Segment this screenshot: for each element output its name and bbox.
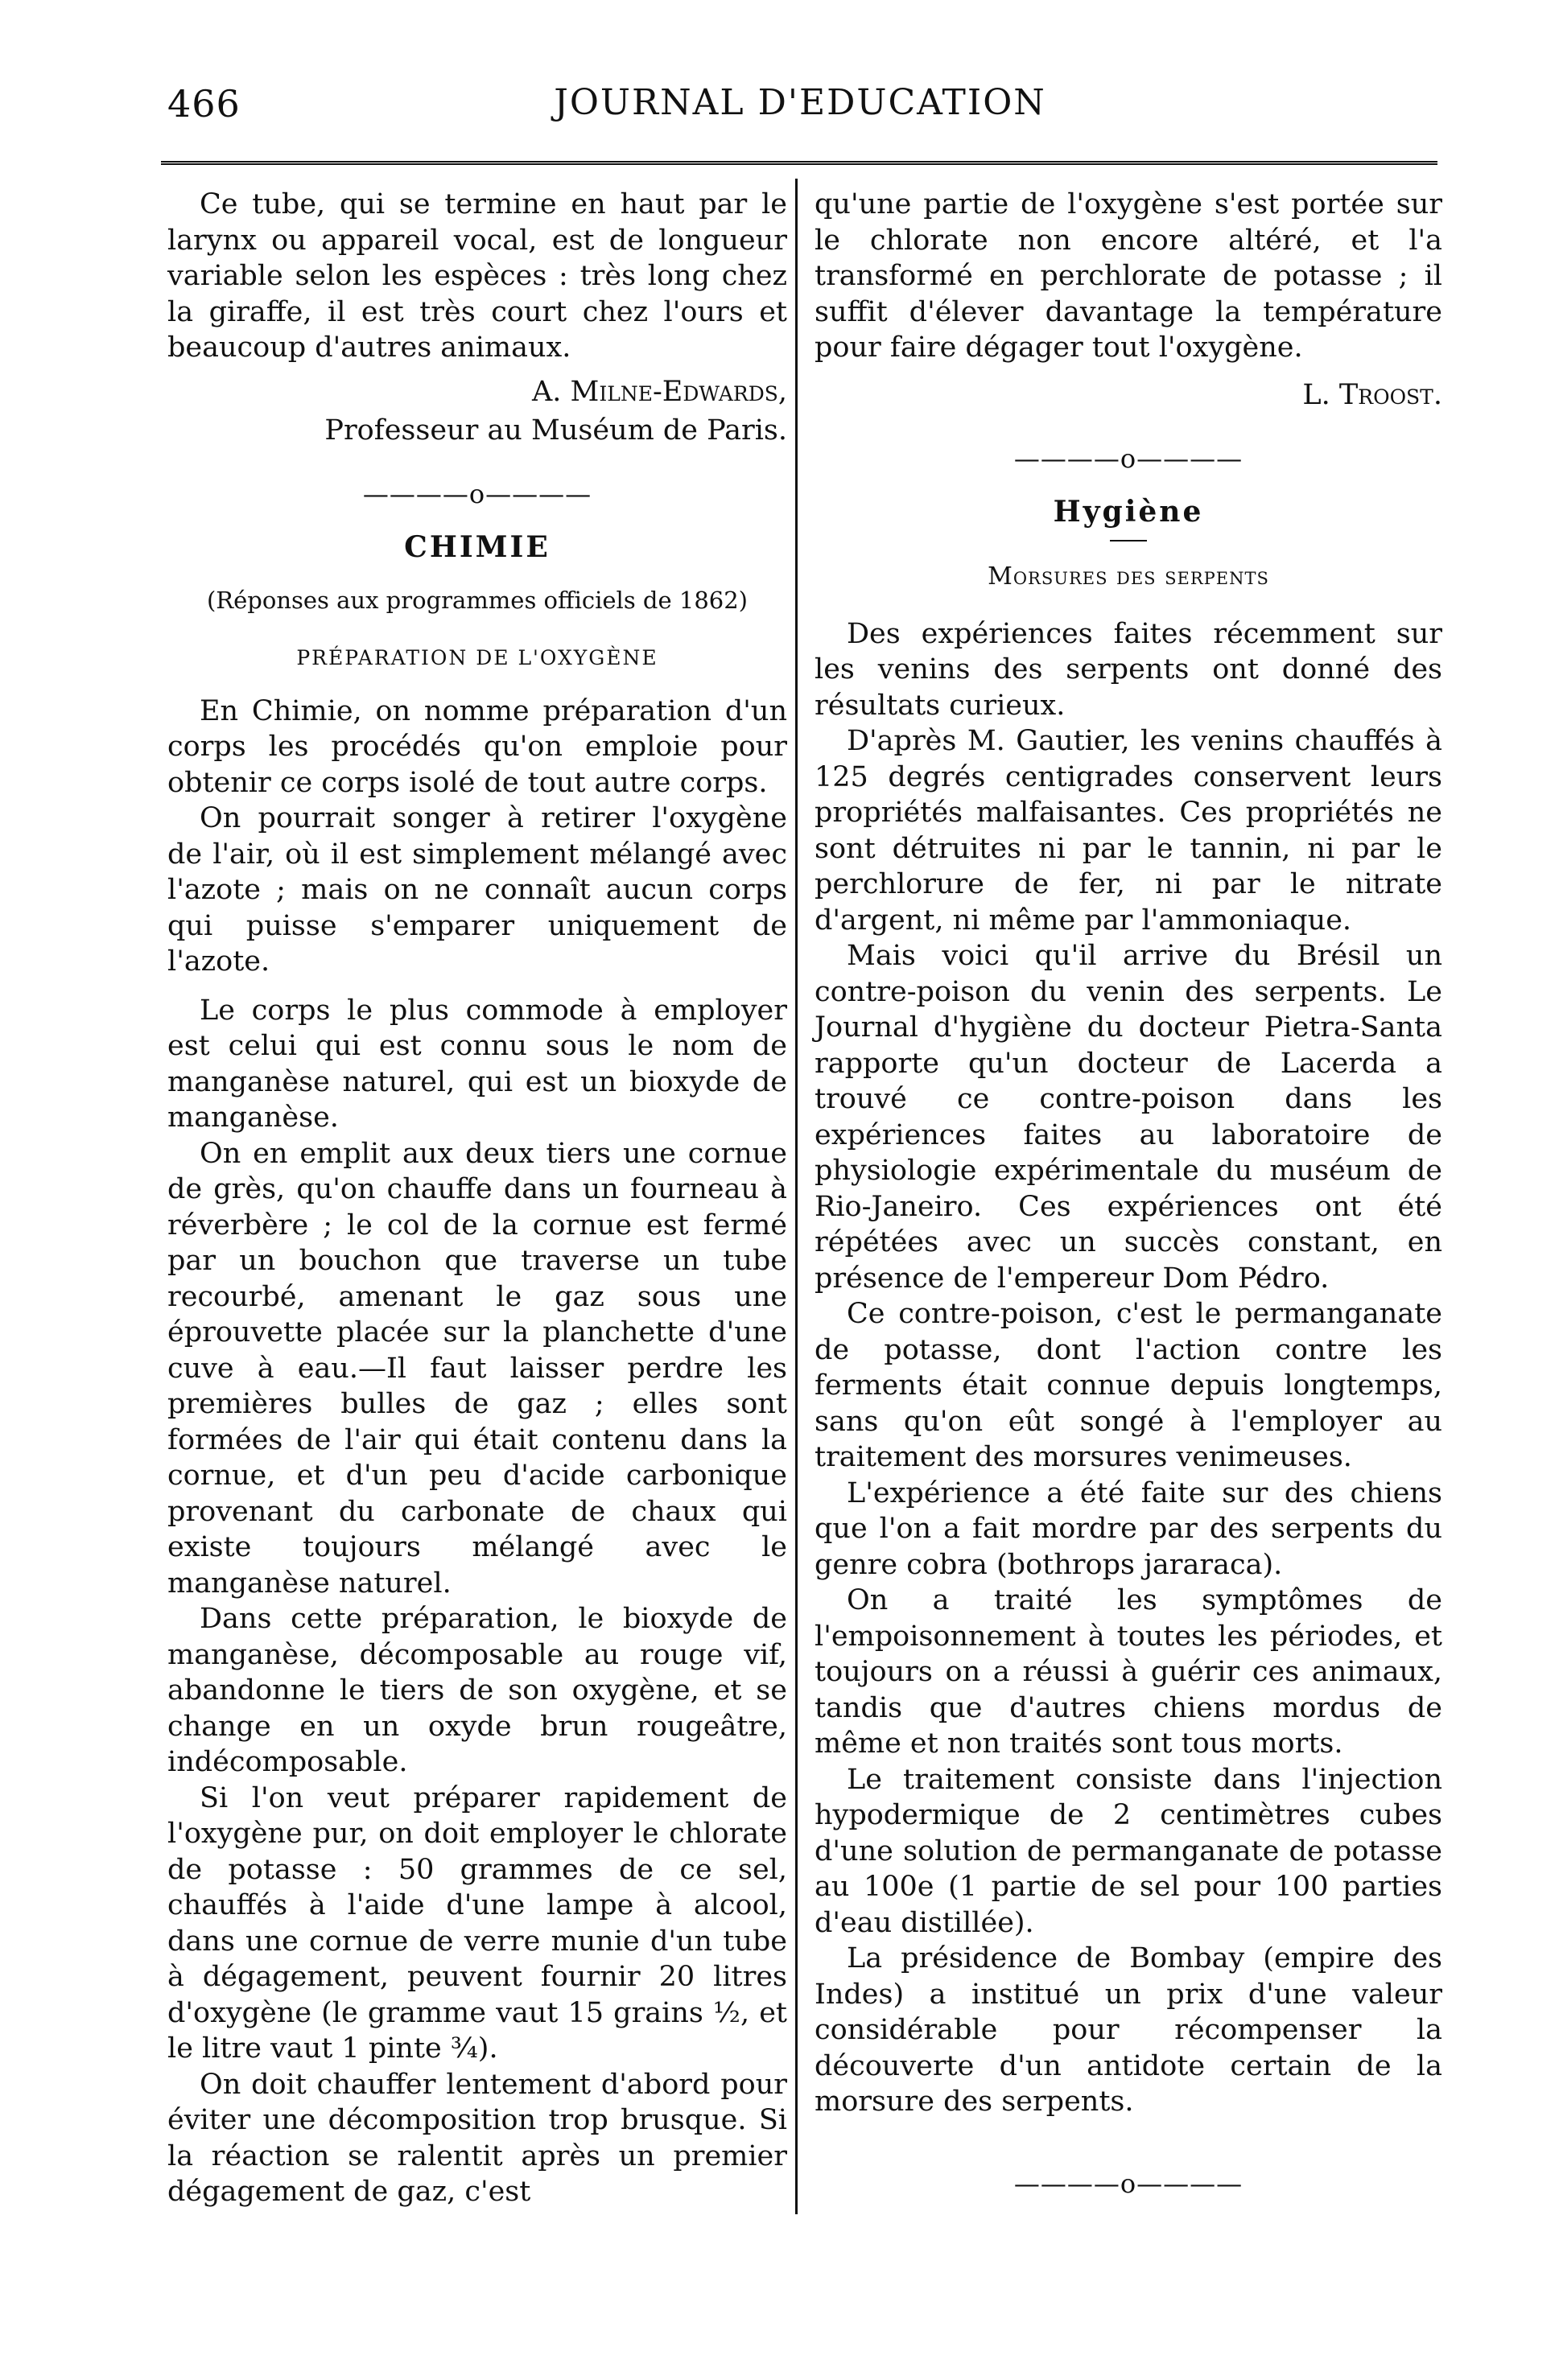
chimie-subtitle: (Réponses aux programmes officiels de 1862): [206, 586, 748, 614]
end-separator: ————o————: [1013, 2168, 1243, 2199]
chimie-paragraph: Le corps le plus commode à employer est celui qui est connu sous le nom de manganèse naturel, qui est un bioxyde de manganèse.: [167, 994, 787, 1134]
page-header: [167, 82, 1433, 130]
hygiene-paragraph: Mais voici qu'il arrive du Brésil un contre-poison du venin des serpents. Le Journal d'hygiène du docteur Pietra-Santa rapporte qu'un docteur de Lacerda a trouvé ce contre-poison dans les expériences faites au laboratoire de physiologie expérimentale du muséum de Rio-Janeiro. Ces expériences ont été répétées avec un succès constant, en présence de l'empereur Dom Pédro.: [815, 940, 1442, 1295]
oxygen-subhead: PRÉPARATION DE L'OXYGÈNE: [296, 645, 658, 669]
hygiene-paragraph: Le traitement consiste dans l'injection hypodermique de 2 centimètres cubes d'une solution de permanganate de potasse au 100e (1 partie de sel pour 100 parties d'eau distillée).: [815, 1763, 1442, 1939]
column-divider: [795, 179, 798, 2214]
section-separator: ————o————: [1013, 443, 1243, 474]
hygiene-paragraph: On a traité les symptômes de l'empoisonnement à toutes les périodes, et toujours on a réussi à guérir ces animaux, tandis que d'autres chiens mordus de même et non traités sont tous morts.: [815, 1584, 1442, 1760]
section-separator: ————o————: [362, 478, 592, 509]
chimie-paragraph: En Chimie, on nomme préparation d'un corps les procédés qu'on emploie pour obtenir ce corps isolé de tout autre corps.: [167, 694, 787, 799]
right-column: [815, 187, 1442, 2220]
page-number: 466: [167, 82, 241, 126]
chimie-paragraph: On doit chauffer lentement d'abord pour éviter une décomposition trop brusque. Si la réaction se ralentit après un premier dégagement de gaz, c'est: [167, 2068, 787, 2208]
author-name: A. Milne-Edwards,: [531, 375, 787, 408]
left-column: [167, 187, 787, 2210]
chimie-title: CHIMIE: [404, 529, 551, 564]
hygiene-paragraph: Des expériences faites récemment sur les venins des serpents ont donné des résultats curieux.: [815, 617, 1442, 722]
hygiene-paragraph: La présidence de Bombay (empire des Indes) a institué un prix d'une valeur considérable pour récompenser la découverte d'un antidote certain de la morsure des serpents.: [815, 1942, 1442, 2118]
chimie-paragraph: On en emplit aux deux tiers une cornue de grès, qu'on chauffe dans un fourneau à réverbère ; le col de la cornue est fermé par un bouchon que traverse un tube recourbé, amenant le gaz sous une éprouvette placée sur la planchette d'une cuve à eau.—Il faut laisser perdre les premières bulles de gaz ; elles sont formées de l'air qui était contenu dans la cornue, et d'un peu d'acide carbonique provenant du carbonate de chaux qui existe toujours mélangé avec le manganèse naturel.: [167, 1137, 787, 1600]
journal-title: JOURNAL D'EDUCATION: [554, 82, 1046, 123]
troost-paragraph: qu'une partie de l'oxygène s'est portée sur le chlorate non encore altéré, et l'a transformé en perchlorate de potasse ; il suffit d'élever davantage la température pour faire dégager tout l'oxygène.: [815, 188, 1442, 364]
snakebite-subhead: Morsures des serpents: [988, 562, 1269, 591]
troost-signature: L. Troost.: [1302, 378, 1442, 411]
title-rule: [1110, 540, 1147, 541]
hygiene-title: Hygiène: [1053, 494, 1204, 529]
intro-paragraph: Ce tube, qui se termine en haut par le larynx ou appareil vocal, est de longueur variable selon les espèces : très long chez la giraffe, il est très court chez l'ours et beaucoup d'autres animaux.: [167, 188, 787, 364]
author-title: Professeur au Muséum de Paris.: [324, 414, 787, 447]
hygiene-paragraph: L'expérience a été faite sur des chiens que l'on a fait mordre par des serpents du genre cobra (bothrops jararaca).: [815, 1476, 1442, 1581]
chimie-paragraph: Si l'on veut préparer rapidement de l'oxygène pur, on doit employer le chlorate de potasse : 50 grammes de ce sel, chauffés à l'aide d'une lampe à alcool, dans une cornue de verre munie d'un tube à dégagement, peuvent fournir 20 litres d'oxygène (le gramme vaut 15 grains ½, et le litre vaut 1 pinte ¾).: [167, 1781, 787, 2065]
header-rule: [161, 161, 1437, 165]
hygiene-paragraph: Ce contre-poison, c'est le permanganate de potasse, dont l'action contre les ferments était connue depuis longtemps, sans qu'on eût songé à l'employer au traitement des morsures venimeuses.: [815, 1298, 1442, 1473]
chimie-paragraph: On pourrait songer à retirer l'oxygène de l'air, où il est simplement mélangé avec l'azote ; mais on ne connaît aucun corps qui puisse s'emparer uniquement de l'azote.: [167, 802, 787, 978]
chimie-paragraph: Dans cette préparation, le bioxyde de manganèse, décomposable au rouge vif, abandonne le tiers de son oxygène, et se change en un oxyde brun rougeâtre, indécomposable.: [167, 1603, 787, 1778]
hygiene-paragraph: D'après M. Gautier, les venins chauffés à 125 degrés centigrades conservent leurs propriétés malfaisantes. Ces propriétés ne sont détruites ni par le tannin, ni par le perchlorure de fer, ni par le nitrate d'argent, ni même par l'ammoniaque.: [815, 725, 1442, 937]
